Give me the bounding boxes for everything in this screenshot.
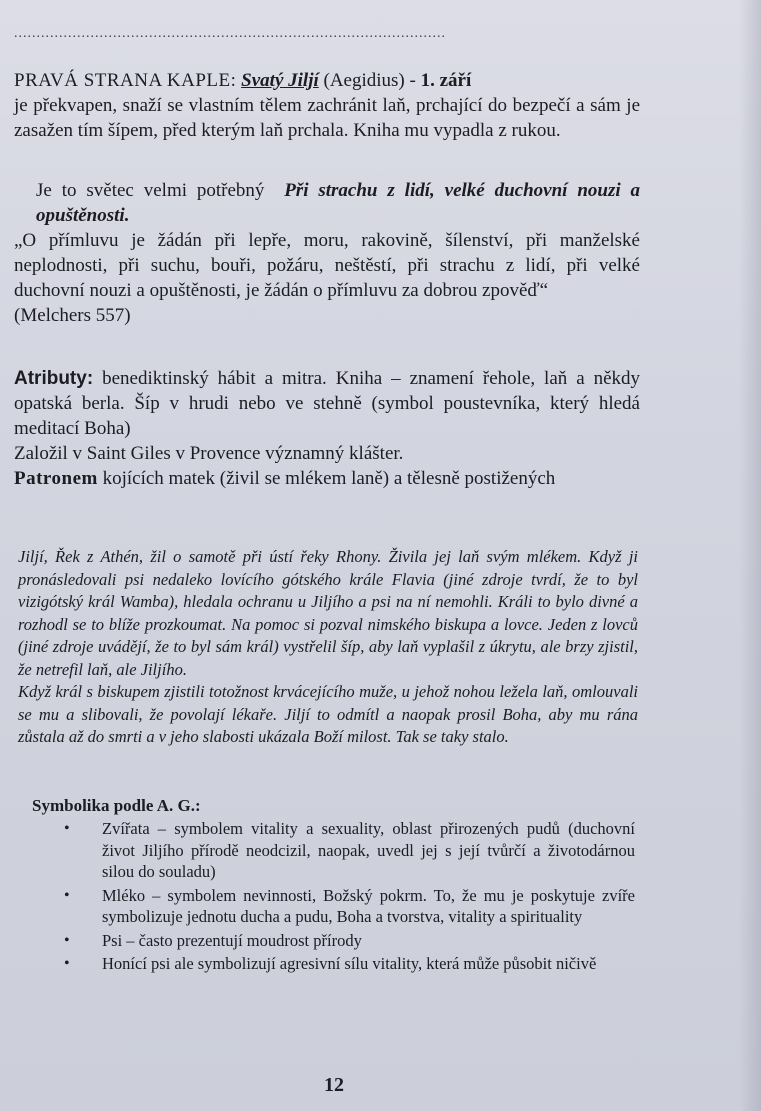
source-citation: (Melchers 557) — [14, 305, 131, 326]
bullet-icon: • — [64, 820, 70, 837]
bullet-icon: • — [64, 886, 70, 904]
patron-text: kojících matek (živil se mlékem laně) a tělesně postižených — [102, 468, 556, 489]
intro-paragraph: je překvapen, snaží se vlastním tělem zachránit laň, prchající do bezpečí a sám je zasažen tím šípem, před kterým laň prchala. Kniha mu vypadla z rukou. — [14, 95, 640, 141]
list-item-text: Mléko – symbolem nevinnosti, Božský pokrm. To, že mu je poskytuje zvíře symbolizuje jednotu ducha a pudu, Boha a tvorstva, vitality a spirituality — [102, 885, 635, 926]
symbolism-list — [60, 818, 635, 977]
list-item-text: Psi – často prezentují moudrost přírody — [102, 930, 362, 950]
list-item — [60, 885, 635, 928]
legend-story — [18, 546, 638, 749]
needed-emphasis: Při strachu z lidí, velké duchovní nouzi a opuštěnosti. — [36, 180, 641, 226]
attributes-paragraph — [14, 366, 640, 441]
attributes-label: Atributy: — [14, 368, 94, 389]
chapel-heading-block — [14, 68, 640, 143]
needed-line — [14, 178, 640, 228]
list-item — [60, 818, 635, 883]
list-item — [60, 953, 635, 975]
needed-section — [14, 178, 640, 328]
attributes-section — [14, 366, 640, 491]
story-paragraph: Jiljí, Řek z Athén, žil o samotě při ústí řeky Rhony. Živila jej laň svým mlékem. Když ji pronásledovali psi nedaleko lovícího gótského krále Flavia (jiné zdroje tvrdí, že to byl vizigótský král Wamba), hledala ochranu u Jiljího a psi na ní nemohli. Králi to bylo divné a rozhodl se to blíže prozkoumat. Na pomoc si pozval nimského biskupa a lovce. Jeden z lovců (jiné zdroje uvádějí, že to byl sám král) vystřelil šíp, aby laň vyplašil z úkrytu, ale brzy zjistil, že netrefil laň, ale Jiljího. — [18, 547, 638, 679]
bullet-icon: • — [64, 931, 70, 949]
founded-line: Založil v Saint Giles v Provence významný klášter. — [14, 443, 404, 464]
page-number: 12 — [324, 1074, 344, 1096]
patron-paragraph — [14, 466, 640, 491]
list-item — [60, 930, 635, 952]
needed-lead: Je to světec velmi potřebný — [36, 180, 265, 201]
bullet-icon: • — [64, 955, 70, 972]
attributes-text: benediktinský hábit a mitra. Kniha – znamení řehole, laň a někdy opatská berla. Šíp v hrudi nebo ve stehně (symbol poustevníka, který hledá meditací Boha) — [14, 368, 640, 439]
quote-paragraph: „O přímluvu je žádán při lepře, moru, rakovině, šílenství, při manželské neplodnosti, při suchu, bouři, požáru, neštěstí, při strachu z lidí, při velké duchovní nouzi a opuštěnosti, je žádán o přímluvu za dobrou zpověď“ — [14, 230, 640, 301]
saint-latin-name: (Aegidius) - — [323, 70, 416, 91]
list-item-text: Zvířata – symbolem vitality a sexuality, oblast přirozených pudů (duchovní život Jiljího přírodě neodcizil, naopak, uvedl jej s její tvůrčí a životodárnou silou do souladu) — [102, 819, 635, 881]
story-paragraph: Když král s biskupem zjistili totožnost krvácejícího muže, u jehož nohou ležela laň, omlouvali se mu a slibovali, že povolají lékaře. Jiljí to odmítl a naopak prosil Boha, aby mu rána zůstala až do smrti a v jeho slabosti ukázala Boží milost. Tak se taky stalo. — [18, 682, 638, 746]
symbolism-title: Symbolika podle A. G.: — [32, 796, 201, 815]
feast-date: 1. září — [420, 70, 472, 91]
dotted-rule: ................................................................................................ — [14, 26, 446, 41]
page-edge-shadow — [739, 0, 761, 1111]
saint-name: Svatý Jiljí — [241, 70, 319, 91]
heading-line — [14, 68, 640, 93]
list-item-text: Honící psi ale symbolizují agresivní sílu vitality, která může působit ničivě — [102, 954, 597, 973]
heading-prefix: PRAVÁ STRANA KAPLE: — [14, 70, 237, 91]
patron-label: Patronem — [14, 468, 98, 489]
